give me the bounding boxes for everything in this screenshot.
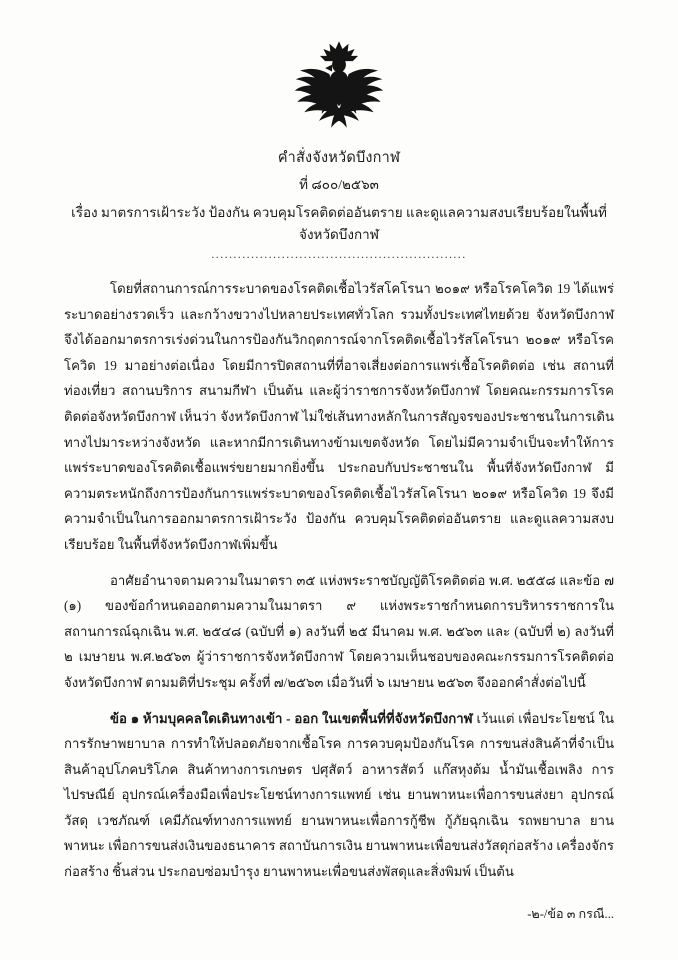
paragraph-situation: โดยที่สถานการณ์การระบาดของโรคติดเชื้อไวรัสโคโรนา ๒๐๑๙ หรือโรคโควิด 19 ได้แพร่ระบาดอย่างรวดเร็ว และกว้างขวางไปหลายประเทศทั่วโลก รวมทั้งประเทศไทยด้วย จังหวัดบึงกาฬ จึงได้ออกมาตรการเร่งด่วนในการป้องกันวิกฤตการณ์จากโรคติดเชื้อไวรัสโคโรนา ๒๐๑๙ หรือโรคโควิด 19 มาอย่างต่อเนื่อง โดยมีการปิดสถานที่ที่อาจเสี่ยงต่อการแพร่เชื้อโรคติดต่อ เช่น สถานที่ท่องเที่ยว สถานบริการ สนามกีฬา เป็นต้น และผู้ว่าราชการจังหวัดบึงกาฬ โดยคณะกรรมการโรคติดต่อจังหวัดบึงกาฬ เห็นว่า จังหวัดบึงกาฬ ไม่ใช่เส้นทางหลักในการสัญจรของประชาชนในการเดินทางไปมาระหว่างจังหวัด และหากมีการเดินทางข้ามเขตจังหวัด โดยไม่มีความจำเป็นจะทำให้การแพร่ระบาดของโรคติดเชื้อแพร่ขยายมากยิ่งขึ้น ประกอบกับประชาชนใน พื้นที่จังหวัดบึงกาฬ มีความตระหนักถึงการป้องกันการแพร่ระบาดของโรคติดเชื้อไวรัสโคโรนา ๒๐๑๙ หรือโควิด 19 จึงมีความจำเป็นในการออกมาตรการเฝ้าระวัง ป้องกัน ควบคุมโรคติดต่ออันตราย และดูแลความสงบเรียบร้อย ในพื้นที่จังหวัดบึงกาฬเพิ่มขึ้น [64,281,614,552]
garuda-emblem [287,36,391,140]
paragraph-clause-1 [64,706,614,885]
document-body [64,276,614,885]
document-subject: เรื่อง มาตรการเฝ้าระวัง ป้องกัน ควบคุมโรคติดต่ออันตราย และดูแลความสงบเรียบร้อยในพื้นที่จังหวัดบึงกาฬ [71,205,607,242]
divider-dots: .......................................................... [211,247,467,261]
document-title: คำสั่งจังหวัดบึงกาฬ [277,150,401,166]
page-footer-note: -๒-/ข้อ ๓ กรณี... [527,907,614,921]
paragraph-legal-authority: อาศัยอำนาจตามความในมาตรา ๓๕ แห่งพระราชบัญญัติโรคติดต่อ พ.ศ. ๒๕๕๘ และข้อ ๗ (๑) ของข้อกำหนดออกตามความในมาตรา ๙ แห่งพระราชกำหนดการบริหารราชการในสถานการณ์ฉุกเฉิน พ.ศ. ๒๕๔๘ (ฉบับที่ ๑) ลงวันที่ ๒๕ มีนาคม พ.ศ. ๒๕๖๓ และ (ฉบับที่ ๒) ลงวันที่ ๒ เมษายน พ.ศ.๒๕๖๓ ผู้ว่าราชการจังหวัดบึงกาฬ โดยความเห็นชอบของคณะกรรมการโรคติดต่อจังหวัดบึงกาฬ ตามมติที่ประชุม ครั้งที่ ๗/๒๕๖๓ เมื่อวันที่ ๖ เมษายน ๒๕๖๓ จึงออกคำสั่งต่อไปนี้ [64,572,614,690]
emblem-container [64,36,614,144]
paragraph-spacer [64,560,614,568]
clause-1-heading: ข้อ ๑ ห้ามบุคคลใดเดินทางเข้า - ออก ในเขตพื้นที่ที่จังหวัดบึงกาฬ [110,710,473,726]
document-number: ที่ ๘๐๐/๒๕๖๓ [299,177,379,192]
document-header [64,146,614,262]
clause-1-text: เว้นแต่ เพื่อประโยชน์ ในการรักษาพยาบาล การทำให้ปลอดภัยจากเชื้อโรค การควบคุมป้องกันโรค การขนส่งสินค้าที่จำเป็น สินค้าอุปโภคบริโภค สินค้าทางการเกษตร ปศุสัตว์ อาหารสัตว์ แก๊สหุงต้ม น้ำมันเชื้อเพลิง การไปรษณีย์ อุปกรณ์เครื่องมือเพื่อประโยชน์ทางการแพทย์ เช่น ยานพาหนะเพื่อการขนส่งยา อุปกรณ์วัสดุ เวชภัณฑ์ เคมีภัณฑ์ทางการแพทย์ ยานพาหนะเพื่อการกู้ชีพ กู้ภัยฉุกเฉิน รถพยาบาล ยานพาหนะ เพื่อการขนส่งเงินของธนาคาร สถาบันการเงิน ยานพาหนะเพื่อขนส่งวัสดุก่อสร้าง เครื่องจักรก่อสร้าง ชิ้นส่วน ประกอบซ่อมบำรุง ยานพาหนะเพื่อขนส่งพัสดุและสิ่งพิมพ์ เป็นต้น [64,710,614,880]
paragraph-spacer [64,698,614,706]
